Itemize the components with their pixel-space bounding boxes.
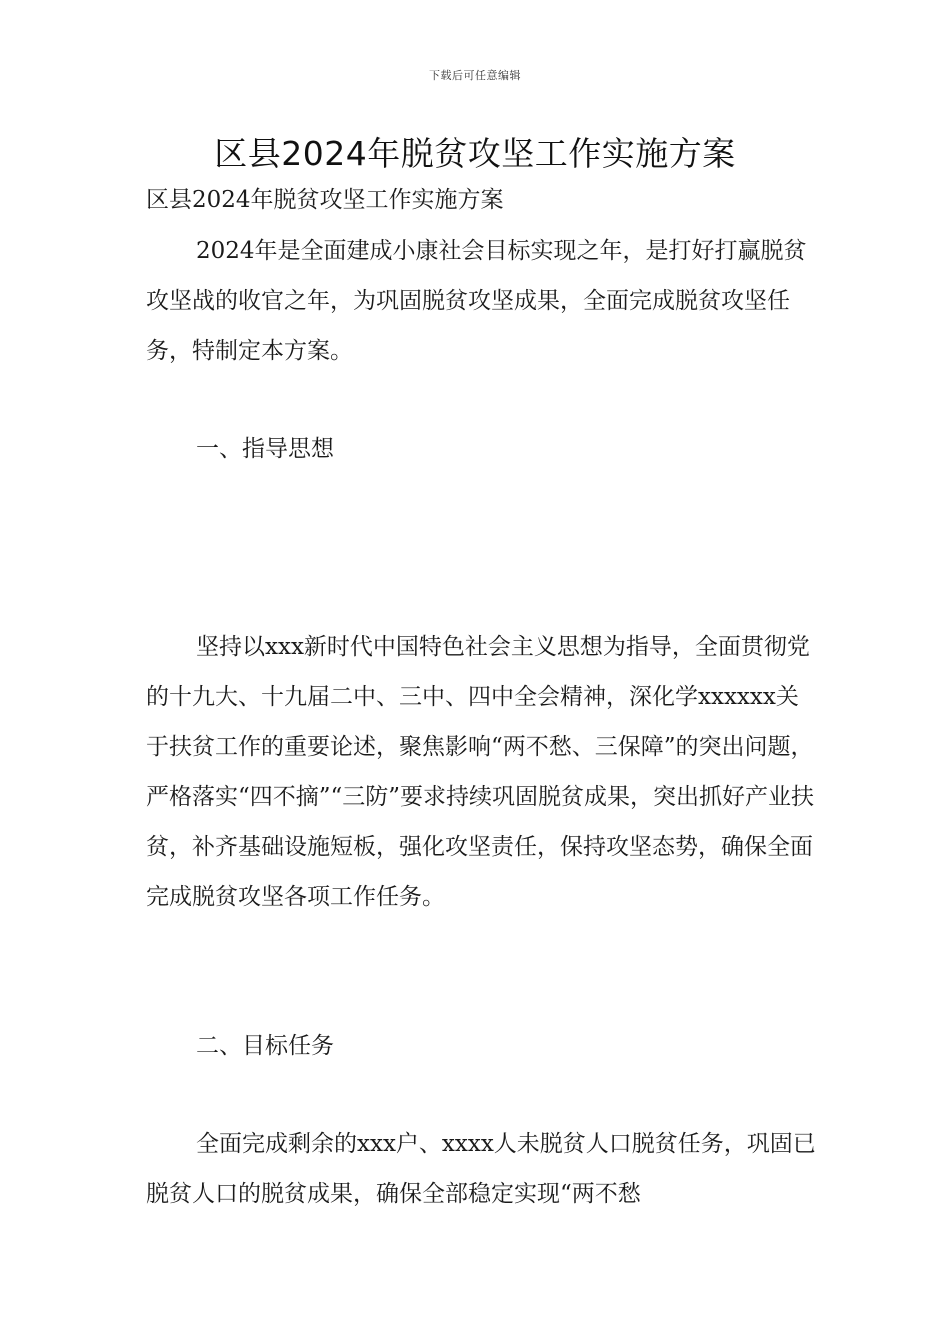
goals-tasks-paragraph: 全面完成剩余的xxx户、xxxx人未脱贫人口脱贫任务，巩固已脱贫人口的脱贫成果，确保全部稳定实现“两不愁	[146, 1131, 816, 1207]
section-heading-guiding-ideology: 一、指导思想	[196, 436, 334, 462]
intro-paragraph: 2024年是全面建成小康社会目标实现之年，是打好打赢脱贫攻坚战的收官之年，为巩固脱贫攻坚成果，全面完成脱贫攻坚任务，特制定本方案。	[146, 238, 807, 364]
document-subtitle: 区县2024年脱贫攻坚工作实施方案	[146, 187, 504, 213]
document-title: 区县2024年脱贫攻坚工作实施方案	[214, 134, 736, 173]
guiding-ideology-paragraph: 坚持以xxx新时代中国特色社会主义思想为指导，全面贯彻党的十九大、十九届二中、三中、四中全会精神，深化学xxxxxx关于扶贫工作的重要论述，聚焦影响“两不愁、三保障”的突出问题，严格落实“四不摘”“三防”要求持续巩固脱贫成果，突出抓好产业扶贫，补齐基础设施短板，强化攻坚责任，保持攻坚态势，确保全面完成脱贫攻坚各项工作任务。	[146, 634, 815, 910]
header-note: 下载后可任意编辑	[429, 69, 521, 82]
section-heading-goals-tasks: 二、目标任务	[196, 1033, 334, 1059]
